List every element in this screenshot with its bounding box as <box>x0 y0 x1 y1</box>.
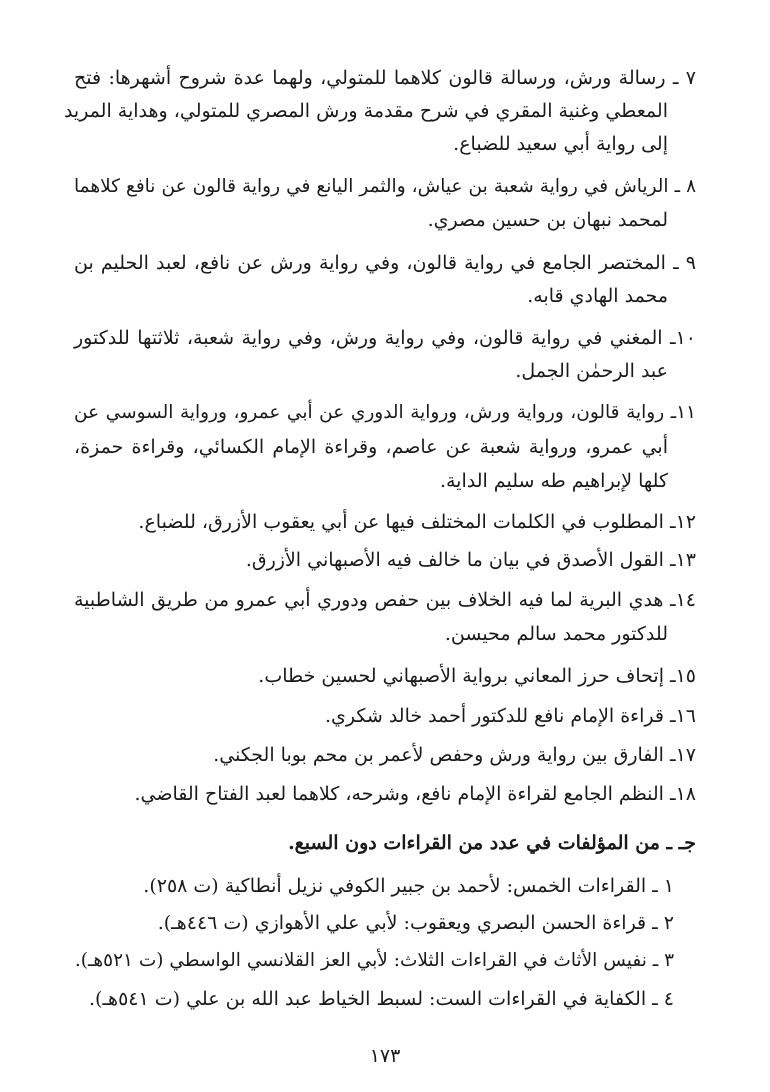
entry-line: إلى رواية أبي سعيد للضباع. <box>453 133 668 155</box>
entry-line: عبد الرحمٰن الجمل. <box>515 360 668 382</box>
entry-line: كلها لإبراهيم طه سليم الداية. <box>439 470 668 492</box>
entry-line: ١٦ـ قراءة الإمام نافع للدكتور أحمد خالد شكري. <box>324 705 696 727</box>
entry-line: ١٧ـ الفارق بين رواية ورش وحفص لأعمر بن محم بوبا الجكني. <box>213 744 696 766</box>
entry-line: ١٨ـ النظم الجامع لقراءة الإمام نافع، وشرحه، كلاهما لعبد الفتاح القاضي. <box>134 783 696 805</box>
entry-line: ٣ ـ نفيس الأثاث في القراءات الثلاث: لأبي العز القلانسي الواسطي (ت ٥٢١هـ). <box>74 950 674 971</box>
entry-line: ١٤ـ هدي البرية لما فيه الخلاف بين حفص ودوري أبي عمرو من طريق الشاطبية <box>74 589 696 611</box>
entry-line: ٧ ـ رسالة ورش، ورسالة قالون كلاهما للمتولي، ولهما عدة شروح أشهرها: فتح <box>74 67 696 89</box>
entry-line: ١٢ـ المطلوب في الكلمات المختلف فيها عن أبي يعقوب الأزرق، للضباع. <box>138 511 696 533</box>
entry-line: محمد الهادي قابه. <box>527 285 668 307</box>
entry-line: ١١ـ رواية قالون، ورواية ورش، ورواية الدوري عن أبي عمرو، ورواية السوسي عن <box>74 402 696 423</box>
entry-line: ٨ ـ الرياش في رواية شعبة بن عياش، والثمر اليانع في رواية قالون عن نافع كلاهما <box>74 176 696 197</box>
page-number: ١٧٣ <box>369 1045 401 1067</box>
entry-line: ١٣ـ القول الأصدق في بيان ما خالف فيه الأصبهاني الأزرق. <box>245 549 696 571</box>
entry-line: ٩ ـ المختصر الجامع في رواية قالون، وفي رواية ورش عن نافع، لعبد الحليم بن <box>74 252 696 274</box>
entry-line: ٢ ـ قراءة الحسن البصري ويعقوب: لأبي علي الأهوازي (ت ٤٤٦هـ). <box>157 912 674 934</box>
entry-line: ١٥ـ إتحاف حرز المعاني برواية الأصبهاني لحسين خطاب. <box>258 665 696 687</box>
entry-line: ٤ ـ الكفاية في القراءات الست: لسبط الخياط عبد الله بن علي (ت ٥٤١هـ). <box>89 988 674 1010</box>
entry-line: ١ ـ القراءات الخمس: لأحمد بن جبير الكوفي نزيل أنطاكية (ت ٢٥٨). <box>143 875 674 897</box>
section-heading-text: جـ ـ من المؤلفات في عدد من القراءات دون السبع. <box>288 832 696 854</box>
entry-line: أبي عمرو، ورواية شعبة عن عاصم، وقراءة الإمام الكسائي، وقراءة حمزة، <box>74 436 668 458</box>
entry-line: المعطي وغنية المقري في شرح مقدمة ورش المصري للمتولي، وهداية المريد <box>63 100 668 122</box>
entry-line: للدكتور محمد سالم محيسن. <box>444 623 668 645</box>
entry-line: لمحمد نبهان بن حسين مصري. <box>427 209 668 231</box>
entry-line: ١٠ـ المغني في رواية قالون، وفي رواية ورش، وفي رواية شعبة، ثلاثتها للدكتور <box>74 327 696 349</box>
